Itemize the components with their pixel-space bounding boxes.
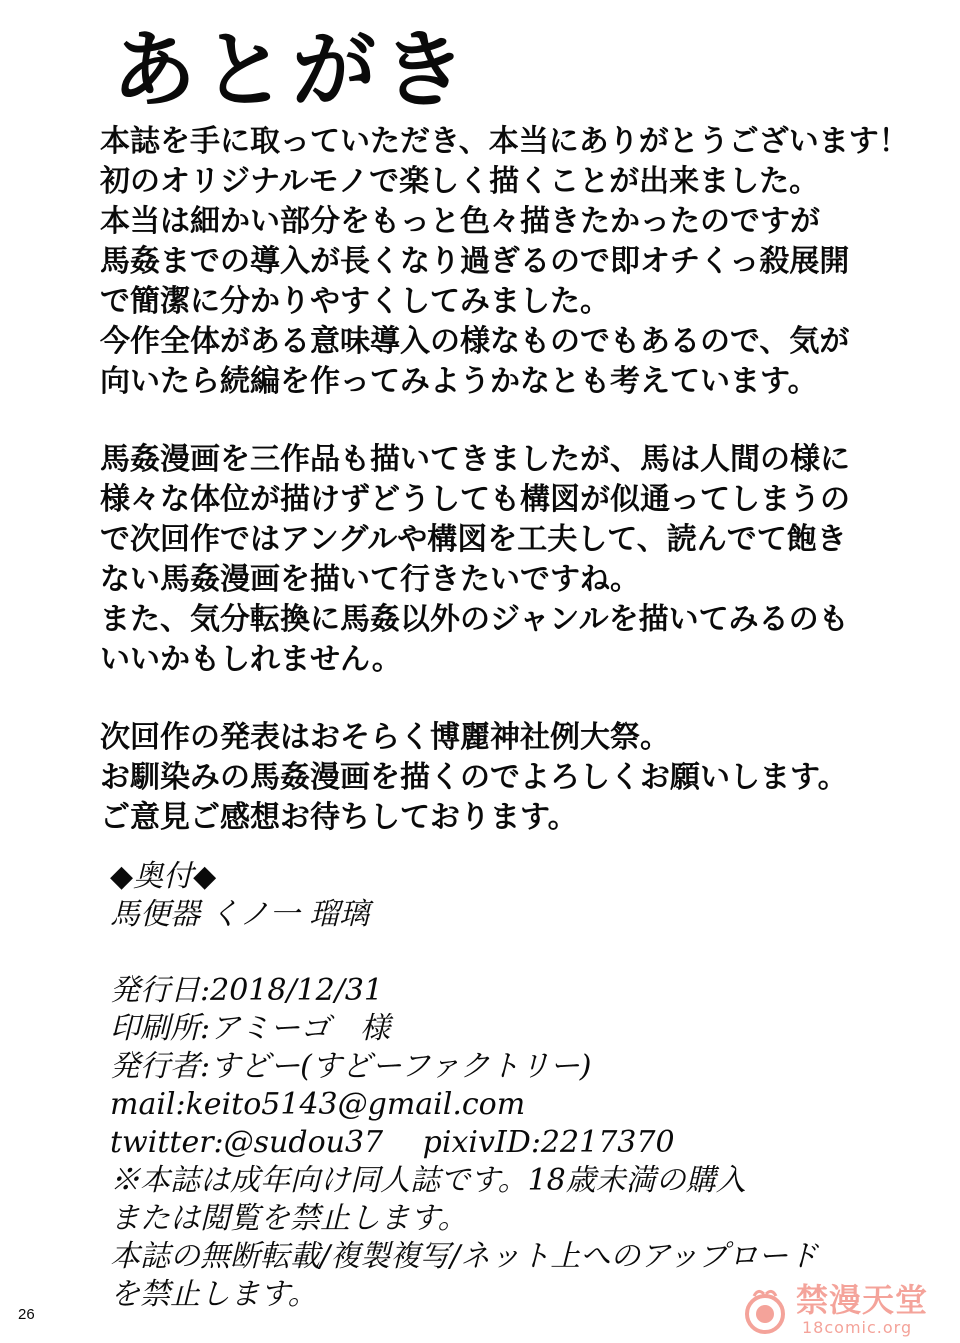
text-line: いいかもしれません。 [100, 642, 402, 677]
colophon-header [110, 858, 890, 934]
text-line: で簡潔に分かりやすくしてみました。 [100, 284, 610, 319]
afterword-paragraph-3 [100, 718, 880, 838]
text-line: 向いたら続編を作ってみようかなとも考えています。 [100, 364, 818, 399]
watermark-subtext: 18comic.org [802, 1318, 913, 1337]
colophon-details [110, 972, 890, 1314]
social-handles: twitter:@sudou37 pixivID:2217370 [110, 1125, 675, 1160]
text-line: ない馬姦漫画を描いて行きたいですね。 [100, 562, 640, 597]
colophon-heading: ◆奥付◆ [110, 859, 217, 894]
text-line: 本当は細かい部分をもっと色々描きたかったのですが [100, 204, 820, 239]
page-number: 26 [18, 1306, 35, 1323]
copy-notice: 本誌の無断転載/複製複写/ネット上へのアップロード [110, 1239, 819, 1274]
afterword-paragraph-2 [100, 440, 880, 680]
text-line: 今作全体がある意味導入の様なものでもあるので、気が [100, 324, 850, 359]
watermark-text: 禁漫天堂 [796, 1281, 929, 1319]
copy-notice-cont: を禁止します。 [110, 1277, 318, 1312]
printer: 印刷所:アミーゴ 様 [110, 1011, 391, 1046]
afterword-paragraph-1 [100, 122, 909, 402]
contact-email: mail:keito5143@gmail.com [110, 1087, 526, 1122]
text-line: 次回作の発表はおそらく博麗神社例大祭。 [100, 720, 670, 755]
book-title: 馬便器 くノ一 瑠璃 [110, 897, 370, 932]
text-line: 本誌を手に取っていただき、本当にありがとうございます！ [100, 124, 909, 159]
page-title: あとがき [112, 21, 473, 119]
watermark-logo-icon [740, 1286, 790, 1336]
age-notice-cont: または閲覧を禁止します。 [110, 1201, 468, 1236]
text-line: 馬姦漫画を三作品も描いてきましたが、馬は人間の様に [100, 442, 850, 477]
text-line: 初のオリジナルモノで楽しく描くことが出来ました。 [100, 164, 820, 199]
text-line: 様々な体位が描けずどうしても構図が似通ってしまうの [100, 482, 850, 517]
text-line: お馴染みの馬姦漫画を描くのでよろしくお願いします。 [100, 760, 848, 795]
text-line: また、気分転換に馬姦以外のジャンルを描いてみるのも [100, 602, 849, 637]
text-line: で次回作ではアングルや構図を工夫して、読んでて飽き [100, 522, 847, 557]
publish-date: 発行日:2018/12/31 [110, 973, 384, 1008]
text-line: ご意見ご感想お待ちしております。 [100, 800, 578, 835]
publisher: 発行者:すどー(すどーファクトリー) [110, 1049, 592, 1084]
text-line: 馬姦までの導入が長くなり過ぎるので即オチくっ殺展開 [100, 244, 850, 279]
age-notice: ※本誌は成年向け同人誌です。18歳未満の購入 [110, 1163, 746, 1198]
watermark [740, 1282, 950, 1340]
